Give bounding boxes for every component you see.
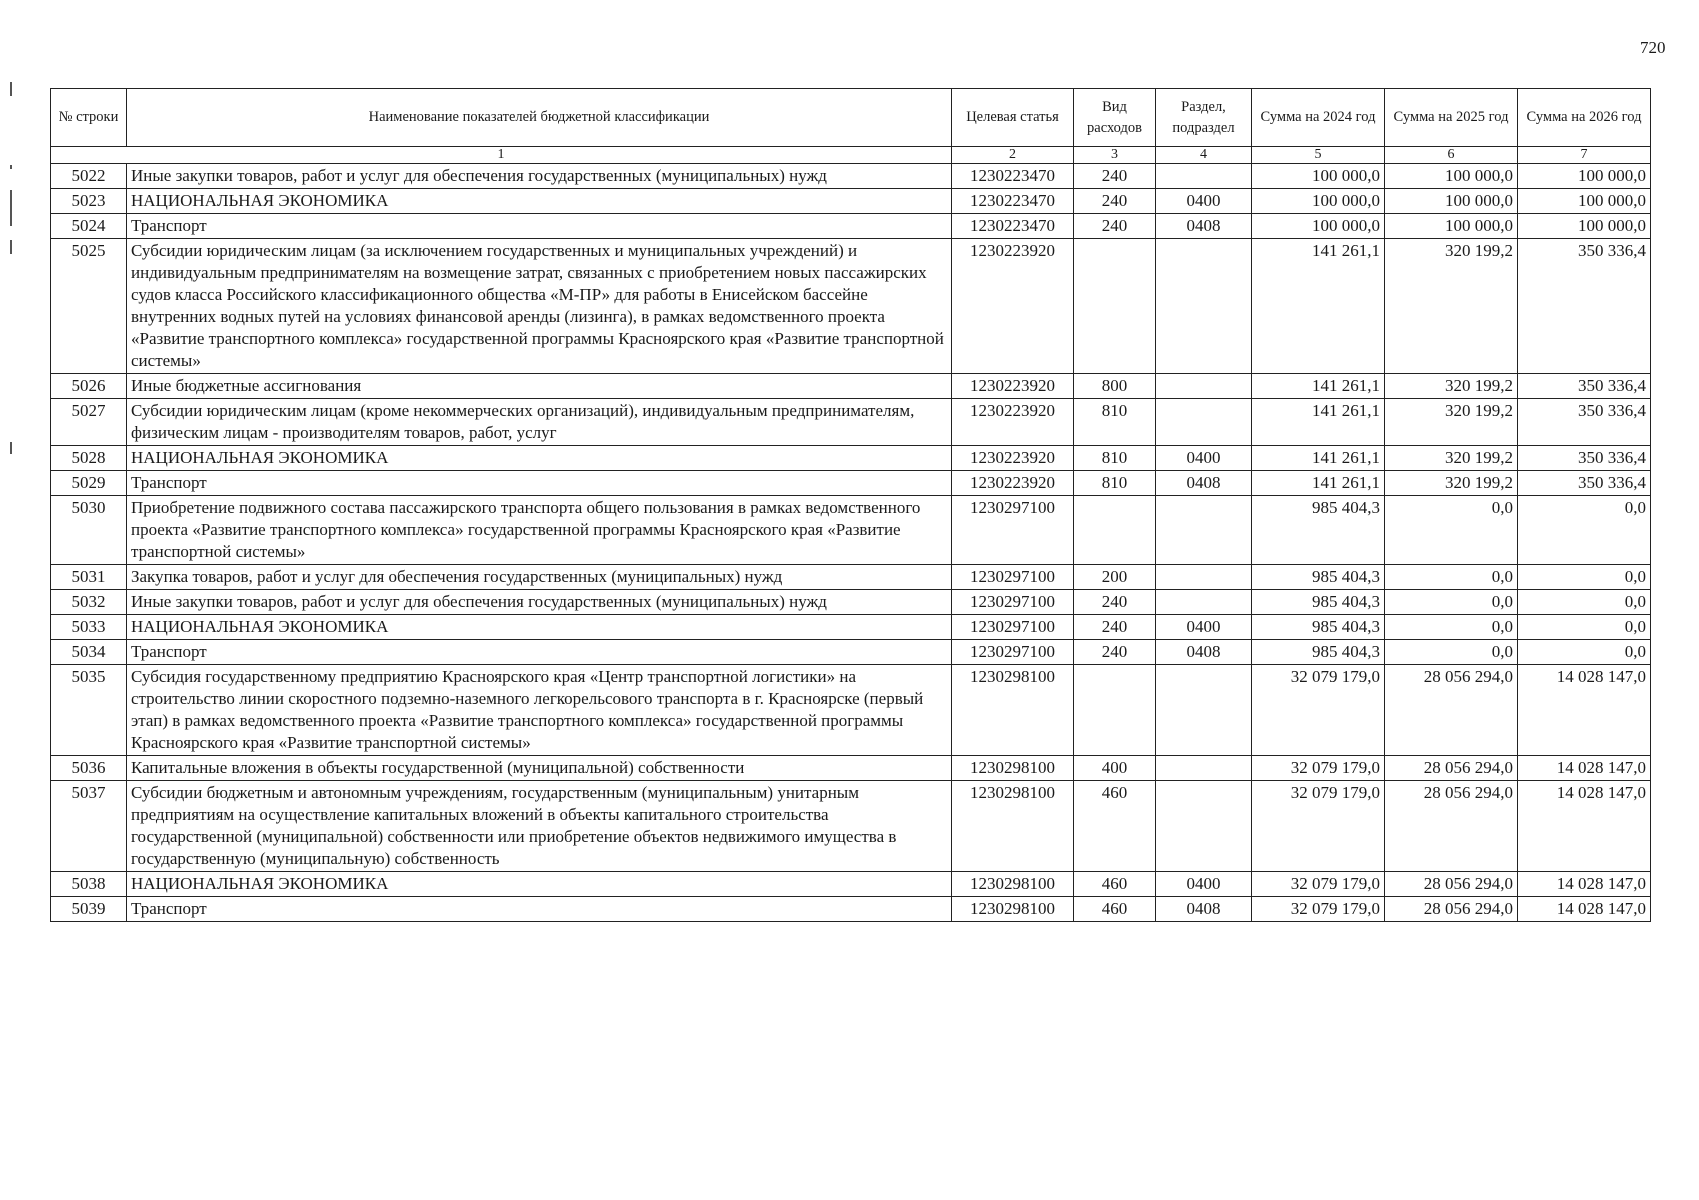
row-sum-2026: 14 028 147,0 [1518,897,1651,922]
table-row [51,374,1651,399]
column-number: 2 [952,147,1074,164]
row-name: НАЦИОНАЛЬНАЯ ЭКОНОМИКА [127,615,952,640]
row-type: 240 [1074,640,1156,665]
row-number: 5036 [51,756,127,781]
row-sum-2025: 28 056 294,0 [1385,897,1518,922]
row-sum-2025: 320 199,2 [1385,374,1518,399]
row-sum-2026: 14 028 147,0 [1518,781,1651,872]
row-target: 1230223920 [952,374,1074,399]
margin-mark [10,442,12,454]
row-number: 5034 [51,640,127,665]
table-row [51,590,1651,615]
row-number: 5027 [51,399,127,446]
row-name: Иные бюджетные ассигнования [127,374,952,399]
row-number: 5022 [51,164,127,189]
row-type: 800 [1074,374,1156,399]
row-sum-2024: 32 079 179,0 [1252,756,1385,781]
row-name: Иные закупки товаров, работ и услуг для обеспечения государственных (муниципальных) нужд [127,164,952,189]
row-sum-2024: 985 404,3 [1252,590,1385,615]
row-target: 1230223920 [952,446,1074,471]
row-target: 1230298100 [952,756,1074,781]
row-name: НАЦИОНАЛЬНАЯ ЭКОНОМИКА [127,872,952,897]
row-sum-2025: 320 199,2 [1385,239,1518,374]
column-number: 1 [51,147,952,164]
row-sum-2025: 100 000,0 [1385,189,1518,214]
column-number: 6 [1385,147,1518,164]
row-sum-2025: 100 000,0 [1385,164,1518,189]
row-target: 1230297100 [952,496,1074,565]
margin-mark [10,190,12,226]
row-type: 460 [1074,897,1156,922]
row-number: 5029 [51,471,127,496]
row-number: 5035 [51,665,127,756]
row-sum-2026: 350 336,4 [1518,239,1651,374]
row-sum-2026: 350 336,4 [1518,471,1651,496]
header-row [51,89,1651,147]
row-sum-2025: 100 000,0 [1385,214,1518,239]
row-section: 0408 [1156,471,1252,496]
table-row [51,640,1651,665]
row-sum-2025: 320 199,2 [1385,399,1518,446]
column-number: 3 [1074,147,1156,164]
row-sum-2024: 32 079 179,0 [1252,897,1385,922]
table-row [51,756,1651,781]
row-section [1156,399,1252,446]
row-name: Иные закупки товаров, работ и услуг для обеспечения государственных (муниципальных) нужд [127,590,952,615]
header-type: Вид расходов [1074,89,1156,147]
row-section: 0400 [1156,615,1252,640]
row-sum-2024: 100 000,0 [1252,164,1385,189]
row-sum-2024: 141 261,1 [1252,446,1385,471]
row-sum-2026: 0,0 [1518,590,1651,615]
row-sum-2026: 0,0 [1518,565,1651,590]
row-sum-2025: 0,0 [1385,615,1518,640]
page-number: 720 [1640,38,1666,57]
margin-mark [10,82,12,96]
row-sum-2025: 320 199,2 [1385,471,1518,496]
row-sum-2025: 28 056 294,0 [1385,872,1518,897]
row-sum-2024: 141 261,1 [1252,399,1385,446]
header-sum-2024: Сумма на 2024 год [1252,89,1385,147]
row-name: Транспорт [127,471,952,496]
row-name: Субсидии бюджетным и автономным учреждениям, государственным (муниципальным) унитарным предприятиям на осуществление капитальных вложений в объекты капитального строительства государственной (муниципальной) собственности или приобретение объектов недвижимого имущества в государственную (муниципальную) собственность [127,781,952,872]
table-row [51,446,1651,471]
row-sum-2024: 141 261,1 [1252,374,1385,399]
row-type: 240 [1074,590,1156,615]
row-name: Капитальные вложения в объекты государственной (муниципальной) собственности [127,756,952,781]
row-section [1156,590,1252,615]
row-name: НАЦИОНАЛЬНАЯ ЭКОНОМИКА [127,446,952,471]
row-target: 1230297100 [952,615,1074,640]
row-target: 1230297100 [952,640,1074,665]
table-row [51,471,1651,496]
table-row [51,897,1651,922]
row-type: 200 [1074,565,1156,590]
row-number: 5031 [51,565,127,590]
row-sum-2024: 141 261,1 [1252,239,1385,374]
table-row [51,399,1651,446]
row-sum-2024: 32 079 179,0 [1252,872,1385,897]
table-row [51,665,1651,756]
row-sum-2025: 0,0 [1385,590,1518,615]
row-sum-2026: 0,0 [1518,496,1651,565]
row-target: 1230298100 [952,781,1074,872]
row-sum-2026: 14 028 147,0 [1518,665,1651,756]
row-target: 1230298100 [952,872,1074,897]
row-sum-2026: 14 028 147,0 [1518,756,1651,781]
row-section: 0408 [1156,214,1252,239]
header-row-no: № строки [51,89,127,147]
table-row [51,872,1651,897]
row-number: 5028 [51,446,127,471]
row-sum-2025: 0,0 [1385,565,1518,590]
row-sum-2025: 28 056 294,0 [1385,665,1518,756]
row-sum-2026: 100 000,0 [1518,189,1651,214]
row-section [1156,374,1252,399]
row-target: 1230223920 [952,399,1074,446]
row-type: 810 [1074,471,1156,496]
row-type: 240 [1074,214,1156,239]
table-row [51,781,1651,872]
row-target: 1230223470 [952,189,1074,214]
row-sum-2025: 0,0 [1385,640,1518,665]
row-section: 0408 [1156,640,1252,665]
column-number: 4 [1156,147,1252,164]
row-sum-2026: 0,0 [1518,640,1651,665]
table-row [51,239,1651,374]
row-target: 1230223470 [952,214,1074,239]
row-number: 5030 [51,496,127,565]
header-target: Целевая статья [952,89,1074,147]
row-section [1156,496,1252,565]
row-section: 0408 [1156,897,1252,922]
row-number: 5032 [51,590,127,615]
column-number: 5 [1252,147,1385,164]
row-number: 5023 [51,189,127,214]
row-target: 1230298100 [952,897,1074,922]
column-number: 7 [1518,147,1651,164]
row-name: Транспорт [127,640,952,665]
row-section [1156,781,1252,872]
row-name: Приобретение подвижного состава пассажирского транспорта общего пользования в рамках ведомственного проекта «Развитие транспортного комплекса» государственной программы Красноярского края «Развитие транспортной системы» [127,496,952,565]
row-type [1074,496,1156,565]
row-type: 240 [1074,164,1156,189]
row-section [1156,565,1252,590]
row-target: 1230223920 [952,471,1074,496]
row-type: 810 [1074,446,1156,471]
row-section [1156,239,1252,374]
row-name: Транспорт [127,214,952,239]
row-sum-2024: 985 404,3 [1252,565,1385,590]
header-sum-2025: Сумма на 2025 год [1385,89,1518,147]
row-type: 400 [1074,756,1156,781]
table-row [51,214,1651,239]
row-number: 5037 [51,781,127,872]
row-number: 5024 [51,214,127,239]
row-sum-2024: 985 404,3 [1252,640,1385,665]
table-row [51,615,1651,640]
row-sum-2024: 32 079 179,0 [1252,665,1385,756]
row-name: НАЦИОНАЛЬНАЯ ЭКОНОМИКА [127,189,952,214]
row-type: 240 [1074,615,1156,640]
row-section: 0400 [1156,872,1252,897]
column-numbers-row [51,147,1651,164]
row-sum-2026: 100 000,0 [1518,164,1651,189]
row-number: 5026 [51,374,127,399]
header-name: Наименование показателей бюджетной классификации [127,89,952,147]
row-number: 5038 [51,872,127,897]
row-name: Субсидии юридическим лицам (за исключением государственных и муниципальных учреждений) и индивидуальным предпринимателям на возмещение затрат, связанных с приобретением новых пассажирских судов класса Российского классификационного общества «М-ПР» для работы в Енисейском бассейне внутренних водных путей на условиях финансовой аренды (лизинга), в рамках ведомственного проекта «Развитие транспортного комплекса» государственной программы Красноярского края «Развитие транспортной системы» [127,239,952,374]
row-name: Субсидия государственному предприятию Красноярского края «Центр транспортной логистики» на строительство линии скоростного подземно-наземного легкорельсового транспорта в г. Красноярске (первый этап) в рамках ведомственного проекта «Развитие транспортного комплекса» государственной программы Красноярского края «Развитие транспортной системы» [127,665,952,756]
row-number: 5033 [51,615,127,640]
budget-table [50,88,1651,922]
row-target: 1230223470 [952,164,1074,189]
row-target: 1230297100 [952,590,1074,615]
row-type [1074,239,1156,374]
row-section [1156,756,1252,781]
table-body [51,164,1651,922]
row-sum-2024: 141 261,1 [1252,471,1385,496]
row-section [1156,164,1252,189]
row-sum-2026: 350 336,4 [1518,399,1651,446]
table-row [51,164,1651,189]
row-sum-2026: 350 336,4 [1518,374,1651,399]
row-type: 810 [1074,399,1156,446]
row-section: 0400 [1156,189,1252,214]
row-sum-2025: 28 056 294,0 [1385,781,1518,872]
row-section: 0400 [1156,446,1252,471]
row-type: 240 [1074,189,1156,214]
row-type [1074,665,1156,756]
row-name: Транспорт [127,897,952,922]
row-sum-2026: 0,0 [1518,615,1651,640]
row-name: Субсидии юридическим лицам (кроме некоммерческих организаций), индивидуальным предпринимателям, физическим лицам - производителям товаров, работ, услуг [127,399,952,446]
header-sum-2026: Сумма на 2026 год [1518,89,1651,147]
margin-mark [10,165,12,169]
row-number: 5025 [51,239,127,374]
table-row [51,565,1651,590]
row-name: Закупка товаров, работ и услуг для обеспечения государственных (муниципальных) нужд [127,565,952,590]
row-sum-2025: 320 199,2 [1385,446,1518,471]
row-sum-2024: 985 404,3 [1252,496,1385,565]
row-sum-2026: 14 028 147,0 [1518,872,1651,897]
row-sum-2026: 100 000,0 [1518,214,1651,239]
row-type: 460 [1074,781,1156,872]
row-sum-2025: 0,0 [1385,496,1518,565]
header-section: Раздел, подраздел [1156,89,1252,147]
row-section [1156,665,1252,756]
table-row [51,189,1651,214]
row-sum-2024: 985 404,3 [1252,615,1385,640]
row-target: 1230297100 [952,565,1074,590]
row-sum-2024: 32 079 179,0 [1252,781,1385,872]
row-sum-2024: 100 000,0 [1252,214,1385,239]
row-target: 1230223920 [952,239,1074,374]
row-sum-2026: 350 336,4 [1518,446,1651,471]
row-sum-2024: 100 000,0 [1252,189,1385,214]
row-sum-2025: 28 056 294,0 [1385,756,1518,781]
row-number: 5039 [51,897,127,922]
row-target: 1230298100 [952,665,1074,756]
row-type: 460 [1074,872,1156,897]
margin-mark [10,240,12,254]
table-row [51,496,1651,565]
